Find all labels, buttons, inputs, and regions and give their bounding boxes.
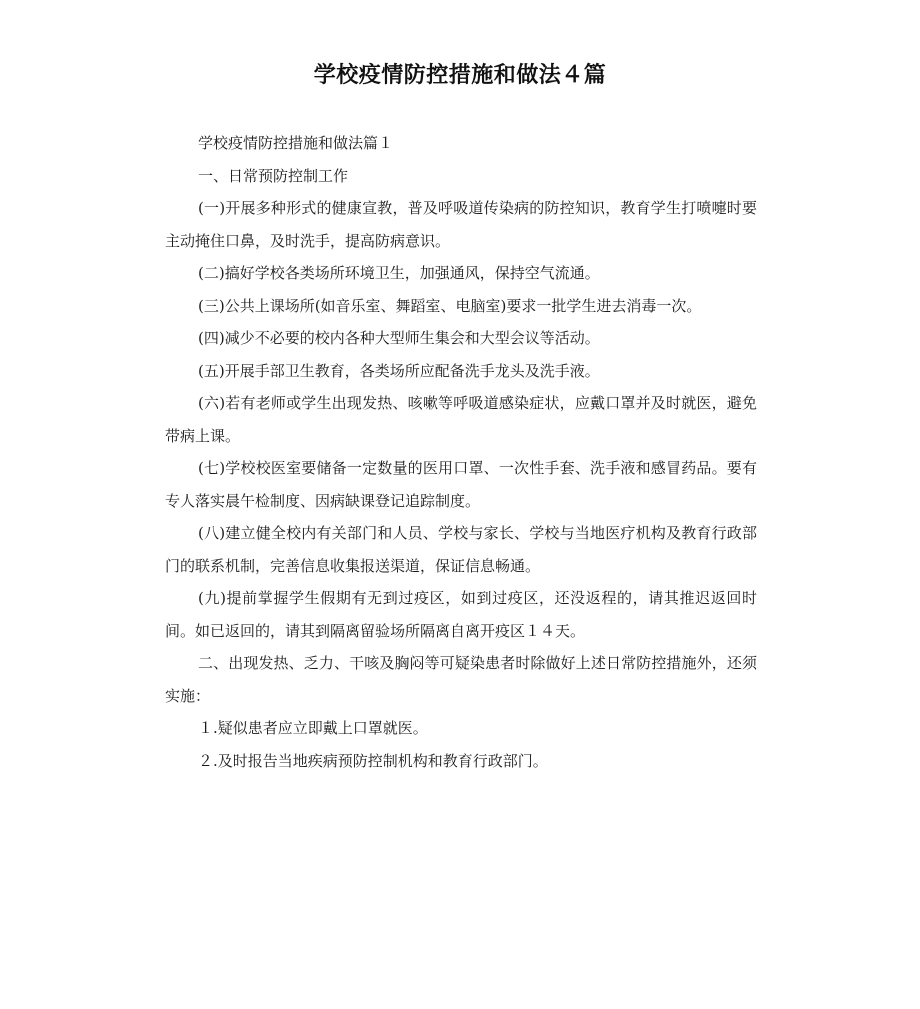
document-body xyxy=(165,127,757,777)
subsection-heading: 一、日常预防控制工作 xyxy=(198,166,349,185)
body-paragraph: 二、出现发热、乏力、干咳及胸闷等可疑染患者时除做好上述日常防控措施外，还须实施： xyxy=(165,654,757,705)
section-heading: 学校疫情防控措施和做法篇１ xyxy=(198,134,394,152)
body-paragraph: (八)建立健全校内有关部门和人员、学校与家长、学校与当地医疗机构及教育行政部门的联系机制，完善信息收集报送渠道，保证信息畅通。 xyxy=(165,524,757,575)
document-title: 学校疫情防控措施和做法４篇 xyxy=(313,63,607,88)
body-paragraph: (一)开展多种形式的健康宣教，普及呼吸道传染病的防控知识，教育学生打喷嚏时要主动掩住口鼻，及时洗手，提高防病意识。 xyxy=(165,199,757,250)
list-item: ２.及时报告当地疾病预防控制机构和教育行政部门。 xyxy=(198,751,548,770)
body-paragraph: (三)公共上课场所(如音乐室、舞蹈室、电脑室)要求一批学生进去消毒一次。 xyxy=(198,296,702,315)
list-item: １.疑似患者应立即戴上口罩就医。 xyxy=(198,719,428,737)
body-paragraph: (四)减少不必要的校内各种大型师生集会和大型会议等活动。 xyxy=(198,329,600,347)
body-paragraph: (二)搞好学校各类场所环境卫生，加强通风，保持空气流通。 xyxy=(198,264,600,282)
body-paragraph: (九)提前掌握学生假期有无到过疫区，如到过疫区，还没返程的，请其推迟返回时间。如已返回的，请其到隔离留验场所隔离自离开疫区１４天。 xyxy=(165,589,757,640)
body-paragraph: (五)开展手部卫生教育，各类场所应配备洗手龙头及洗手液。 xyxy=(198,361,600,380)
body-paragraph: (七)学校校医室要储备一定数量的医用口罩、一次性手套、洗手液和感冒药品。要有专人落实晨午检制度、因病缺课登记追踪制度。 xyxy=(165,459,757,510)
body-paragraph: (六)若有老师或学生出现发热、咳嗽等呼吸道感染症状，应戴口罩并及时就医，避免带病上课。 xyxy=(165,394,757,445)
